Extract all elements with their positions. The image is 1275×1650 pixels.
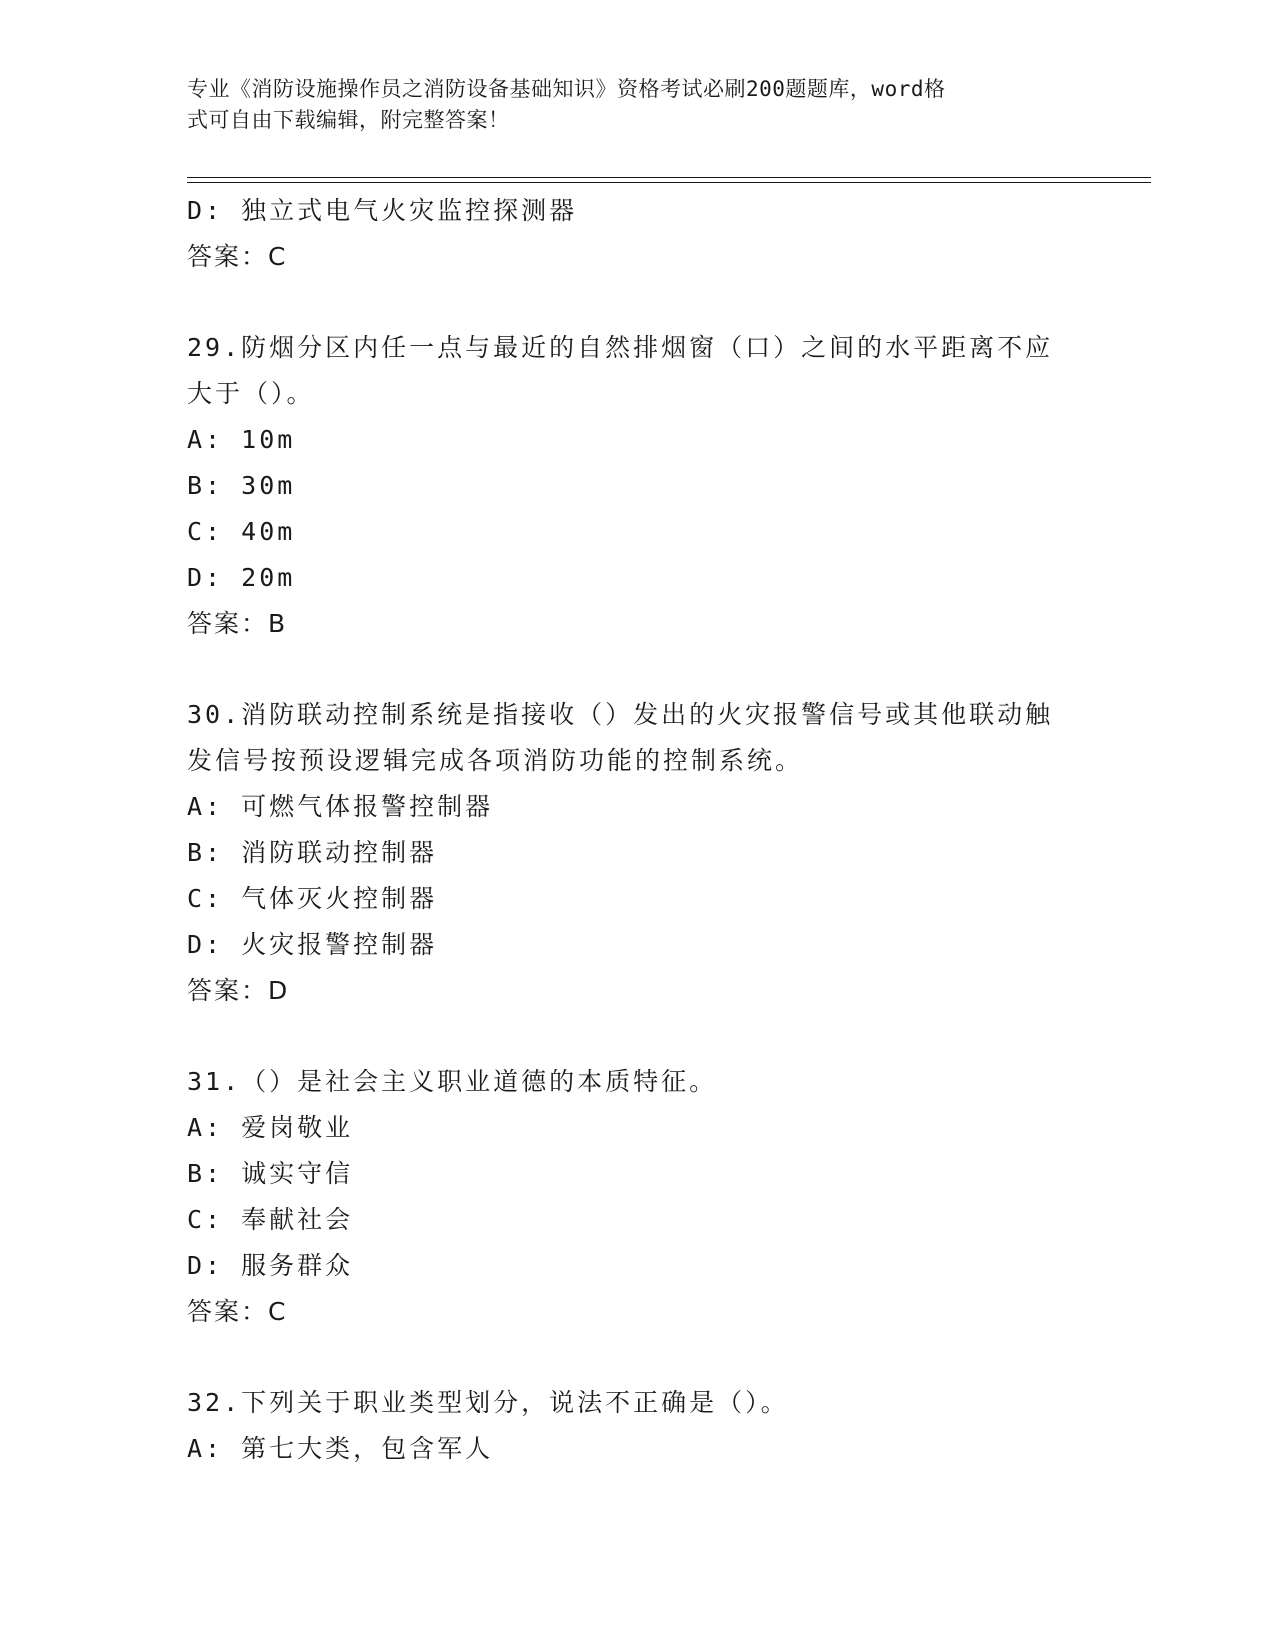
option-a: A: 10m bbox=[187, 425, 296, 454]
answer bbox=[187, 1289, 1087, 1335]
header-rule-top bbox=[187, 177, 1151, 178]
header-line-2: 式可自由下载编辑，附完整答案！ bbox=[187, 108, 510, 132]
option-d: D: 独立式电气火灾监控探测器 bbox=[187, 196, 578, 225]
answer-value: B bbox=[268, 609, 287, 638]
question-text-line: 大于（）。 bbox=[187, 379, 315, 408]
document-header bbox=[187, 74, 1067, 136]
answer-label: 答案： bbox=[187, 242, 269, 271]
answer-value: D bbox=[268, 976, 289, 1005]
option-a: A: 第七大类，包含军人 bbox=[187, 1434, 494, 1463]
option-c: C: 40m bbox=[187, 517, 296, 546]
question-text-line: 32.下列关于职业类型划分，说法不正确是（）。 bbox=[187, 1388, 789, 1417]
question-text-line: 30.消防联动控制系统是指接收（）发出的火灾报警信号或其他联动触 bbox=[187, 700, 1054, 729]
option-a: A: 爱岗敬业 bbox=[187, 1113, 354, 1142]
header-rule-bottom bbox=[187, 182, 1151, 183]
question-text-line: 31.（）是社会主义职业道德的本质特征。 bbox=[187, 1067, 718, 1096]
answer bbox=[187, 601, 1087, 647]
answer-label: 答案： bbox=[187, 609, 269, 638]
option-a: A: 可燃气体报警控制器 bbox=[187, 792, 494, 821]
option-b: B: 30m bbox=[187, 471, 296, 500]
option-b: B: 消防联动控制器 bbox=[187, 838, 438, 867]
answer-value: C bbox=[268, 1297, 287, 1326]
option-b: B: 诚实守信 bbox=[187, 1159, 354, 1188]
answer-value: C bbox=[268, 242, 287, 271]
option-d: D: 服务群众 bbox=[187, 1251, 354, 1280]
answer-label: 答案： bbox=[187, 976, 269, 1005]
option-d: D: 火灾报警控制器 bbox=[187, 930, 438, 959]
answer bbox=[187, 234, 1087, 280]
option-c: C: 奉献社会 bbox=[187, 1205, 354, 1234]
question-text-line: 发信号按预设逻辑完成各项消防功能的控制系统。 bbox=[187, 746, 804, 775]
answer-label: 答案： bbox=[187, 1297, 269, 1326]
question-list bbox=[187, 188, 1087, 1472]
option-d: D: 20m bbox=[187, 563, 296, 592]
option-c: C: 气体灭火控制器 bbox=[187, 884, 438, 913]
answer bbox=[187, 968, 1087, 1014]
header-line-1: 专业《消防设施操作员之消防设备基础知识》资格考试必刷200题题库，word格 bbox=[187, 77, 946, 101]
question-text-line: 29.防烟分区内任一点与最近的自然排烟窗（口）之间的水平距离不应 bbox=[187, 333, 1054, 362]
